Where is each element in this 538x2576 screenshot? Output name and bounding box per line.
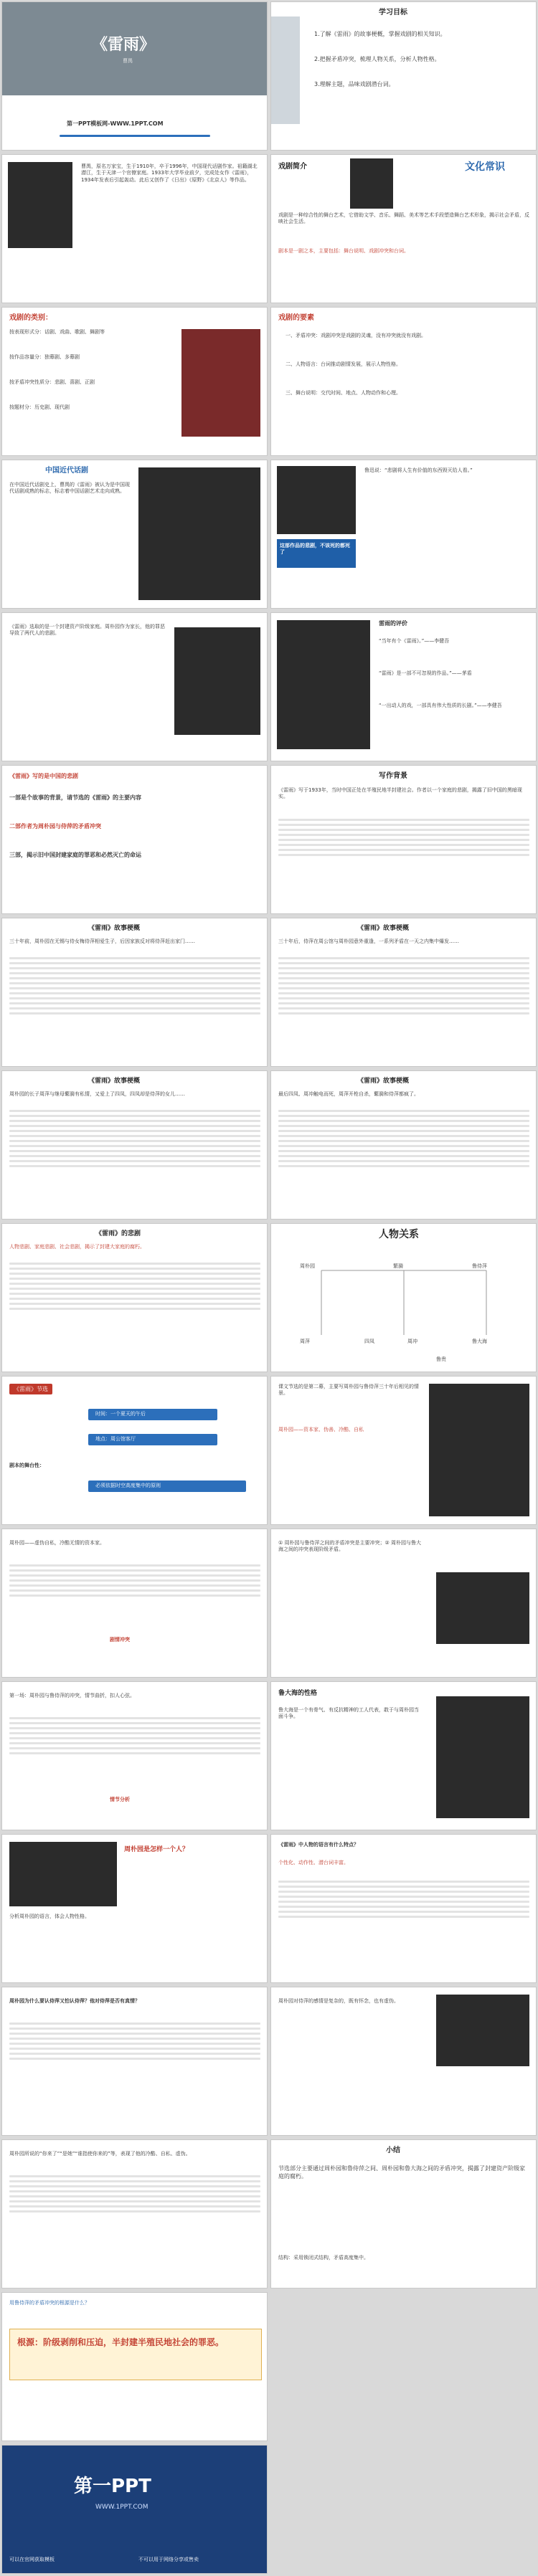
slide-24-ludahai[interactable] bbox=[270, 1681, 537, 1830]
objective-1: 1.了解《雷雨》的故事梗概，掌握戏剧的相关知识。 bbox=[314, 31, 446, 37]
excerpt-intro-text: 课文节选的是第二幕，主要写周朴园与鲁侍萍三十年后相见的情景。 bbox=[278, 1384, 419, 1397]
objectives-heading: 学习目标 bbox=[379, 9, 407, 16]
background-body-lines bbox=[278, 816, 529, 859]
ending-logo: 第一PPT bbox=[74, 2476, 151, 2497]
plot-analysis-text: 第一场：周朴园与鲁侍萍的冲突，情节曲折，扣人心弦。 bbox=[9, 1693, 135, 1698]
slide-23-plot-analysis[interactable] bbox=[1, 1681, 268, 1830]
ending-site: WWW.1PPT.COM bbox=[95, 2504, 148, 2511]
root-cause-answer: 根源：阶级剥削和压迫，半封建半殖民地社会的罪恶。 bbox=[17, 2337, 225, 2347]
ending-foot-2: 不可以用于网络分享或售卖 bbox=[138, 2557, 199, 2562]
slide-3-author[interactable] bbox=[1, 154, 268, 303]
plot-1-heading: 《雷雨》故事梗概 bbox=[88, 925, 141, 932]
slide-26-language[interactable] bbox=[270, 1834, 537, 1983]
drama-element-2: 二、人物语言：台词推动剧情发展，展示人物性格。 bbox=[285, 361, 401, 367]
language-lines bbox=[278, 1878, 529, 1921]
language-text: 个性化、动作性、潜台词丰富。 bbox=[278, 1860, 349, 1866]
plot-2-heading: 《雷雨》故事梗概 bbox=[357, 925, 410, 932]
slide-8-tragedy[interactable] bbox=[270, 460, 537, 609]
conflict-lines bbox=[9, 1562, 260, 1600]
modern-drama-text: 在中国近代话剧史上，曹禺的《雷雨》被认为是中国现代话剧成熟的标志，标志着中国话剧艺术走向成熟。 bbox=[9, 482, 130, 495]
plot-2-text: 三十年后，侍萍在周公馆与周朴园意外重逢，一系列矛盾在一天之内集中爆发…… bbox=[278, 938, 459, 944]
drama-element-1: 一、矛盾冲突：戏剧冲突是戏剧的灵魂，没有冲突就没有戏剧。 bbox=[285, 333, 426, 338]
char-lugui: 鲁贵 bbox=[436, 1356, 446, 1362]
poster-photo bbox=[277, 620, 370, 749]
slide-6-drama-elements[interactable] bbox=[270, 307, 537, 456]
slide-filler bbox=[270, 2292, 537, 2441]
slide-29-character-language[interactable] bbox=[1, 2139, 268, 2289]
zhoupuyuan-sub: 分析周朴园的语言，体会人物性格。 bbox=[9, 1914, 90, 1919]
feelings-photo bbox=[436, 1995, 529, 2066]
plot-1-body-lines bbox=[9, 954, 260, 1017]
stage-photo bbox=[138, 467, 260, 600]
plot-1-text: 三十年前，周朴园在无锡与侍女梅侍萍相爱生子，后因家族反对将侍萍赶出家门…… bbox=[9, 938, 195, 944]
char-ludahai: 鲁大海 bbox=[472, 1339, 487, 1344]
slide-15-plot-3[interactable] bbox=[1, 1070, 268, 1220]
slide-28-feelings[interactable] bbox=[270, 1987, 537, 2136]
tragedy-text: 鲁迅说：“悲剧将人生有价值的东西毁灭给人看。” bbox=[364, 467, 473, 473]
drama-intro-text: 戏剧是一种综合性的舞台艺术，它借助文学、音乐、舞蹈、美术等艺术手段塑造舞台艺术形象，揭示社会矛盾，反映社会生活。 bbox=[278, 212, 529, 225]
setting-place: 地点：周公馆客厅 bbox=[95, 1436, 136, 1442]
cover-author: 曹禺 bbox=[123, 58, 133, 64]
plot-analysis-lines bbox=[9, 1714, 260, 1757]
slide-2-objectives[interactable] bbox=[270, 1, 537, 151]
ludahai-heading: 鲁大海的性格 bbox=[278, 1690, 318, 1697]
summary-item-3: 三部，揭示旧中国封建家庭的罪恶和必然灭亡的命运 bbox=[9, 852, 141, 858]
excerpt-tag: 《雷雨》节选 bbox=[9, 1384, 52, 1394]
ending-foot-1: 可以在官网获取模板 bbox=[9, 2557, 55, 2562]
summary-item-1: 一部是个故事的背景，请节选的《雷雨》的主要内容 bbox=[9, 794, 141, 801]
slide-19-setting[interactable] bbox=[1, 1376, 268, 1525]
root-cause-box bbox=[9, 2329, 262, 2380]
slide-21-conflict[interactable] bbox=[1, 1529, 268, 1678]
modern-drama-heading: 中国近代话剧 bbox=[45, 467, 88, 475]
drama-type-2: 按作品容量分：独幕剧、多幕剧 bbox=[9, 354, 80, 360]
char-sifeng: 四凤 bbox=[364, 1339, 374, 1344]
slide-31-conclusion[interactable] bbox=[270, 2139, 537, 2289]
slide-20-excerpt-intro[interactable] bbox=[270, 1376, 537, 1525]
character-language-lines bbox=[9, 2172, 260, 2215]
drama-types-heading: 戏剧的类别： bbox=[9, 314, 52, 322]
main-conflicts-text: ① 周朴园与鲁侍萍之间的矛盾冲突是主要冲突；② 周朴园与鲁大海之间的冲突表现阶级矛盾。 bbox=[278, 1540, 422, 1553]
drama-element-3: 三、舞台说明：交代时间、地点、人物动作和心理。 bbox=[285, 390, 401, 396]
tragedy-analysis-lines bbox=[9, 1260, 260, 1313]
quote-3: “一出动人的戏，一部具有伟大性质的长剧。”——李健吾 bbox=[379, 703, 502, 708]
character-language-text: 周朴园所说的“你来了”“是她”“谁指使你来的”等，表现了他的冷酷、自私、虚伪。 bbox=[9, 2151, 191, 2157]
tragedy-callout bbox=[277, 539, 356, 568]
zhoupuyuan-question: 周朴园是怎样一个人？ bbox=[124, 1846, 189, 1853]
drama-script-note: 剧本是一剧之本，主要包括：舞台说明、戏剧冲突和台词。 bbox=[278, 248, 409, 254]
author-bio: 曹禺，原名万家宝，生于1910年，卒于1996年，中国现代话剧作家。祖籍湖北潜江，生于天津一个官僚家庭。1933年大学毕业前夕，完成处女作《雷雨》，1934年发表后引起轰动。此后又创作了《日出》《原野》《北京人》等作品。 bbox=[81, 163, 258, 183]
cover-title: 《雷雨》 bbox=[92, 35, 156, 54]
background-text: 《雷雨》写于1933年，当时中国正处在半殖民地半封建社会。作者以一个家庭的悲剧，揭露了旧中国的黑暗现实。 bbox=[278, 787, 522, 800]
slide-33-ending[interactable] bbox=[1, 2445, 268, 2574]
drama-type-4: 按题材分：历史剧、现代剧 bbox=[9, 404, 70, 410]
recognition-text: 周朴园为什么要认侍萍又怕认侍萍？他对侍萍是否有真情？ bbox=[9, 1998, 140, 2004]
quote-2: “雷雨》是一部不可忽视的作品。”——茅盾 bbox=[379, 670, 472, 676]
author-portrait bbox=[8, 162, 72, 248]
relationships-heading: 人物关系 bbox=[379, 1229, 419, 1240]
slide-11-summary[interactable] bbox=[1, 765, 268, 914]
drama-type-3: 按矛盾冲突性质分：悲剧、喜剧、正剧 bbox=[9, 379, 95, 385]
char-fanyi: 繁漪 bbox=[393, 1263, 403, 1269]
char-lushiping: 鲁侍萍 bbox=[472, 1263, 487, 1269]
culture-badge: 文化常识 bbox=[465, 161, 505, 173]
objective-3: 3.理解主题，品味戏剧潜台词。 bbox=[314, 81, 395, 87]
plot-3-body-lines bbox=[9, 1107, 260, 1170]
evaluation-heading: 雷雨的评价 bbox=[379, 620, 407, 627]
slide-22-main-conflicts[interactable] bbox=[270, 1529, 537, 1678]
language-heading: 《雷雨》中人物的语言有什么特点？ bbox=[278, 1842, 359, 1848]
opera-photo bbox=[181, 329, 260, 437]
conflict-label: 剧情冲突 bbox=[110, 1637, 130, 1643]
ludahai-photo bbox=[436, 1696, 529, 1818]
plot-3-text: 周朴园的长子周萍与继母蘩漪有私情，又爱上了四凤，四凤却是侍萍的女儿…… bbox=[9, 1091, 185, 1097]
quote-1: “当年有个《雷雨》。”——李健吾 bbox=[379, 638, 450, 644]
excerpt-intro-sub: 周朴园——资本家、伪善、冷酷、自私 bbox=[278, 1427, 364, 1432]
conclusion-heading: 小结 bbox=[386, 2147, 400, 2154]
plot-3-heading: 《雷雨》故事梗概 bbox=[88, 1078, 141, 1085]
drama-type-1: 按表现形式分：话剧、戏曲、歌剧、舞剧等 bbox=[9, 329, 105, 335]
stage-label: 剧本的舞台性： bbox=[9, 1463, 44, 1468]
plot-4-text: 最后四凤、周冲触电而死，周萍开枪自杀，蘩漪和侍萍都疯了。 bbox=[278, 1091, 419, 1097]
slide-4-drama-intro[interactable] bbox=[270, 154, 537, 303]
structure-text: 结构：采用锁闭式结构，矛盾高度集中。 bbox=[278, 2255, 369, 2261]
tragedy-photo-1 bbox=[277, 466, 356, 534]
drama-elements-heading: 戏剧的要素 bbox=[278, 314, 314, 322]
conflict-photo bbox=[436, 1572, 529, 1644]
plot-analysis-label: 情节分析 bbox=[110, 1797, 130, 1802]
conflict-text: 周朴园——虚伪自私，冷酷无情的资本家。 bbox=[9, 1540, 105, 1546]
slide-25-zhoupuyuan[interactable] bbox=[1, 1834, 268, 1983]
slide-7-modern-drama[interactable] bbox=[1, 460, 268, 609]
scene-photo bbox=[429, 1384, 529, 1516]
char-zhoupuyuan: 周朴园 bbox=[300, 1263, 315, 1269]
char-zhouping: 周萍 bbox=[300, 1339, 310, 1344]
tragedy-analysis-heading: 《雷雨》的悲剧 bbox=[95, 1230, 141, 1237]
summary-item-2: 二部作者为周朴园与侍萍的矛盾冲突 bbox=[9, 823, 101, 830]
slide-10-evaluation[interactable] bbox=[270, 612, 537, 761]
decor-strip bbox=[271, 16, 300, 124]
slide-17-tragedy-analysis[interactable] bbox=[1, 1223, 268, 1372]
relationship-diagram bbox=[278, 1249, 529, 1364]
drama-intro-heading: 戏剧简介 bbox=[278, 163, 307, 171]
slide-14-plot-2[interactable] bbox=[270, 918, 537, 1067]
stage-principle: 必须依据时空高度集中的原则 bbox=[95, 1483, 161, 1488]
slide-5-drama-types[interactable] bbox=[1, 307, 268, 456]
family-photo bbox=[174, 627, 260, 735]
root-cause-question: 用鲁侍萍的矛盾冲突的根源是什么？ bbox=[9, 2300, 90, 2306]
slide-9-family[interactable] bbox=[1, 612, 268, 761]
summary-heading: 《雷雨》写的是中国的悲剧 bbox=[9, 773, 78, 779]
recognition-lines bbox=[9, 2020, 260, 2063]
drama-photo bbox=[350, 158, 393, 209]
family-text: 《雷雨》选取的是一个封建资产阶级家庭。周朴园作为家长，他的罪恶导致了两代人的悲剧。 bbox=[9, 624, 165, 637]
slide-18-relationships[interactable] bbox=[270, 1223, 537, 1372]
plot-2-body-lines bbox=[278, 954, 529, 1017]
slide-12-background[interactable] bbox=[270, 765, 537, 914]
slide-13-plot-1[interactable] bbox=[1, 918, 268, 1067]
zhoupuyuan-photo bbox=[9, 1842, 117, 1906]
plot-4-body-lines bbox=[278, 1107, 529, 1170]
cover-underline bbox=[60, 135, 210, 137]
tragedy-analysis-text: 人物悲剧、家庭悲剧、社会悲剧，揭示了封建大家庭的腐朽。 bbox=[9, 1244, 145, 1250]
slide-32-root-cause[interactable] bbox=[1, 2292, 268, 2441]
plot-4-heading: 《雷雨》故事梗概 bbox=[357, 1078, 410, 1085]
ludahai-text: 鲁大海是一个有骨气、有反抗精神的工人代表，敢于与周朴园当面斗争。 bbox=[278, 1707, 419, 1720]
setting-time: 时间：一个夏天的午后 bbox=[95, 1411, 146, 1417]
objective-2: 2.把握矛盾冲突，梳理人物关系，分析人物性格。 bbox=[314, 56, 440, 62]
conclusion-text: 节选部分主要通过周朴园和鲁侍萍之间、周朴园和鲁大海之间的矛盾冲突，揭露了封建资产阶级家庭的腐朽。 bbox=[278, 2165, 525, 2180]
tragedy-callout-text: 这部作品的悲剧，不该死的都死了 bbox=[280, 543, 350, 556]
feelings-text: 周朴园对侍萍的感情是复杂的，既有怀念，也有虚伪。 bbox=[278, 1998, 399, 2004]
slide-16-plot-4[interactable] bbox=[270, 1070, 537, 1220]
char-zhouchong: 周冲 bbox=[407, 1339, 417, 1344]
slide-1-cover[interactable] bbox=[1, 1, 268, 151]
cover-site: 第一PPT模板网-WWW.1PPT.COM bbox=[67, 120, 164, 127]
background-heading: 写作背景 bbox=[379, 772, 407, 780]
slide-27-recognition[interactable] bbox=[1, 1987, 268, 2136]
